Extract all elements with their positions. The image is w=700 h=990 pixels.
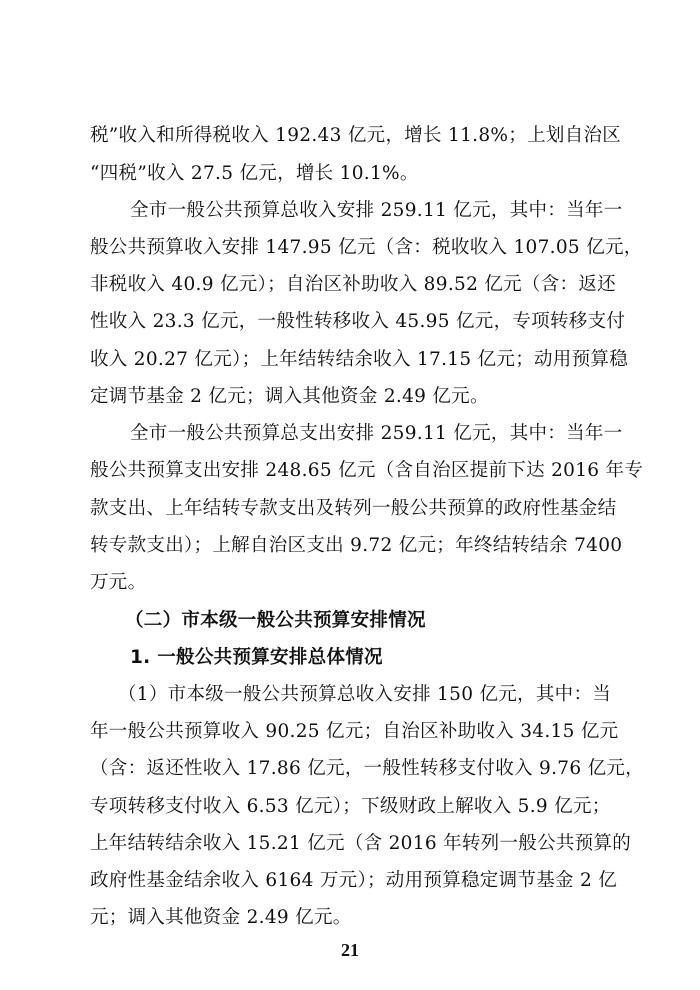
text-line: “四税”收入 27.5 亿元，增长 10.1%。 (90, 163, 419, 184)
text-line (0, 534, 700, 558)
text-line-content: （含：返还性收入 17.86 亿元，一般性转移支付收入 9.76 亿元， (90, 758, 644, 779)
text-line: 元；调入其他资金 2.49 亿元。 (90, 907, 352, 928)
text-line-content: 转专款支出）；上解自治区支出 9.72 亿元；年终结转结余 7400 (90, 535, 623, 556)
text-line (0, 236, 700, 260)
text-line-content: 上年结转结余收入 15.21 亿元（含 2016 年转列一般公共预算的 (90, 833, 632, 854)
text-line (0, 124, 700, 148)
text-line-content: 非税收入 40.9 亿元）；自治区补助收入 89.52 亿元（含：返还 (90, 274, 616, 295)
text-line (0, 832, 700, 856)
text-line-content: 般公共预算收入安排 147.95 亿元（含：税收收入 107.05 亿元， (90, 237, 643, 258)
text-line (0, 199, 700, 223)
text-line-content: （1）市本级一般公共预算总收入安排 150 亿元，其中：当 (118, 684, 612, 705)
text-line (0, 422, 700, 446)
text-line-content: 专项转移支付收入 6.53 亿元）；下级财政上解收入 5.9 亿元； (90, 796, 611, 817)
page-number: 21 (341, 940, 359, 960)
text-line-content: 全市一般公共预算总支出安排 259.11 亿元，其中：当年一 (130, 423, 623, 444)
text-line (0, 497, 700, 521)
text-line-content: 般公共预算支出安排 248.65 亿元（含自治区提前下达 2016 年专 (90, 460, 644, 481)
text-line-content: 收入 20.27 亿元）；上年结转结余收入 17.15 亿元；动用预算稳 (90, 349, 628, 370)
text-line (0, 273, 700, 297)
text-line-content: 款支出、上年结转专款支出及转列一般公共预算的政府性基金结 (90, 498, 617, 519)
text-line (0, 869, 700, 893)
text-line-content: 税”收入和所得税收入 192.43 亿元，增长 11.8%；上划自治区 (90, 125, 622, 146)
text-line: 万元。 (90, 572, 147, 593)
subsection-heading: 1. 一般公共预算安排总体情况 (130, 647, 383, 668)
section-heading: （二）市本级一般公共预算安排情况 (125, 610, 426, 631)
text-line-content: 年一般公共预算收入 90.25 亿元；自治区补助收入 34.15 亿元 (90, 721, 619, 742)
text-line (0, 683, 700, 707)
text-line: 定调节基金 2 亿元；调入其他资金 2.49 亿元。 (90, 386, 489, 407)
text-line-content: 全市一般公共预算总收入安排 259.11 亿元，其中：当年一 (130, 200, 623, 221)
text-line (0, 310, 700, 334)
text-line-content: 性收入 23.3 亿元，一般性转移收入 45.95 亿元，专项转移支付 (90, 311, 626, 332)
text-line-content: 政府性基金结余收入 6164 万元）；动用预算稳定调节基金 2 亿 (90, 870, 618, 891)
text-line (0, 795, 700, 819)
text-line (0, 720, 700, 744)
text-line (0, 459, 700, 483)
text-line (0, 757, 700, 781)
text-line (0, 348, 700, 372)
